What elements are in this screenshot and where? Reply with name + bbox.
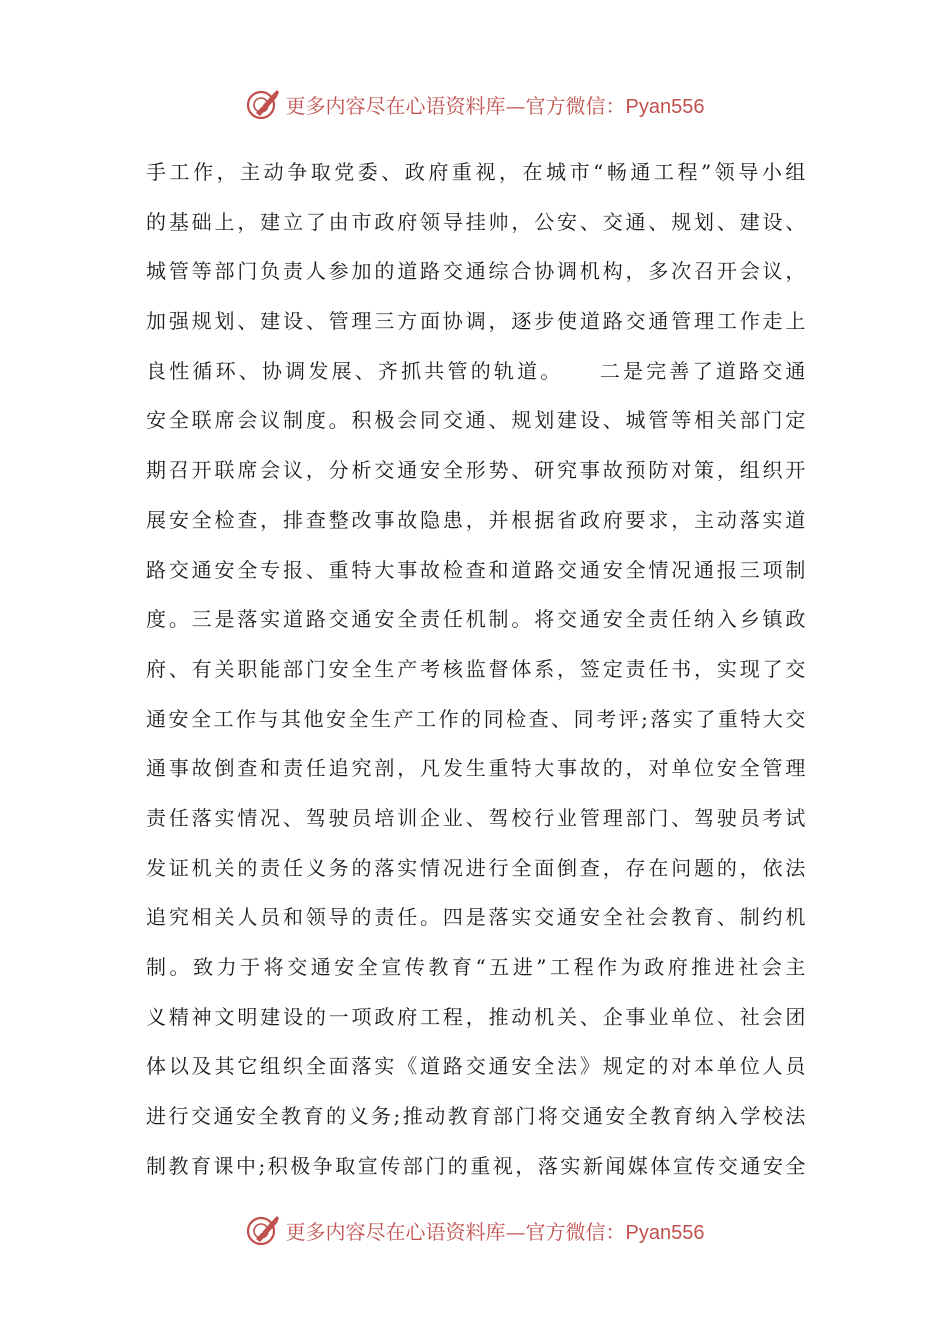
header-banner-cn: 更多内容尽在心语资料库—官方微信： bbox=[285, 93, 626, 118]
footer-banner-id: Pyan556 bbox=[625, 1221, 705, 1244]
header-banner-id: Pyan556 bbox=[625, 95, 705, 118]
body-line: 进行交通安全教育的义务;推动教育部门将交通安全教育纳入学校法 bbox=[146, 1104, 806, 1129]
body-line: 发证机关的责任义务的落实情况进行全面倒查，存在问题的，依法 bbox=[146, 855, 806, 880]
body-line: 责任落实情况、驾驶员培训企业、驾校行业管理部门、驾驶员考试 bbox=[146, 805, 806, 830]
body-line: 手工作，主动争取党委、政府重视，在城市“畅通工程”领导小组 bbox=[146, 160, 806, 184]
body-line: 制教育课中;积极争取宣传部门的重视，落实新闻媒体宣传交通安全 bbox=[146, 1153, 806, 1178]
body-line: 城管等部门负责人参加的道路交通综合协调机构，多次召开会议， bbox=[146, 259, 806, 284]
body-line: 的基础上，建立了由市政府领导挂帅，公安、交通、规划、建设、 bbox=[146, 209, 806, 234]
footer-banner-cn: 更多内容尽在心语资料库—官方微信： bbox=[285, 1219, 626, 1244]
header-banner-text bbox=[286, 90, 705, 119]
body-line: 通安全工作与其他安全生产工作的同检查、同考评;落实了重特大交 bbox=[146, 706, 806, 731]
header-banner bbox=[0, 84, 950, 124]
footer-banner bbox=[0, 1210, 950, 1250]
body-line: 府、有关职能部门安全生产考核监督体系，签定责任书，实现了交 bbox=[146, 656, 806, 681]
body-line: 通事故倒查和责任追究剖，凡发生重特大事故的，对单位安全管理 bbox=[146, 756, 806, 781]
body-line: 良性循环、协调发展、齐抓共管的轨道。 二是完善了道路交通 bbox=[146, 358, 806, 383]
body-line: 安全联席会议制度。积极会同交通、规划建设、城管等相关部门定 bbox=[146, 408, 806, 433]
body-line: 期召开联席会议，分析交通安全形势、研究事故预防对策，组织开 bbox=[146, 458, 806, 483]
pen-nib-logo-icon bbox=[246, 1213, 280, 1247]
body-line: 度。三是落实道路交通安全责任机制。将交通安全责任纳入乡镇政 bbox=[146, 607, 806, 632]
body-line: 义精神文明建设的一项政府工程，推动机关、企事业单位、社会团 bbox=[146, 1004, 806, 1029]
body-line: 展安全检查，排查整改事故隐患，并根据省政府要求，主动落实道 bbox=[146, 507, 806, 532]
body-line: 制。致力于将交通安全宣传教育“五进”工程作为政府推进社会主 bbox=[146, 955, 806, 979]
body-line: 加强规划、建设、管理三方面协调，逐步使道路交通管理工作走上 bbox=[146, 309, 806, 334]
pen-nib-logo-icon bbox=[246, 87, 280, 121]
body-line: 体以及其它组织全面落实《道路交通安全法》规定的对本单位人员 bbox=[146, 1054, 806, 1079]
document-body bbox=[146, 148, 806, 1191]
body-line: 路交通安全专报、重特大事故检查和道路交通安全情况通报三项制 bbox=[146, 557, 806, 582]
footer-banner-text bbox=[286, 1216, 705, 1245]
body-line: 追究相关人员和领导的责任。四是落实交通安全社会教育、制约机 bbox=[146, 905, 806, 930]
